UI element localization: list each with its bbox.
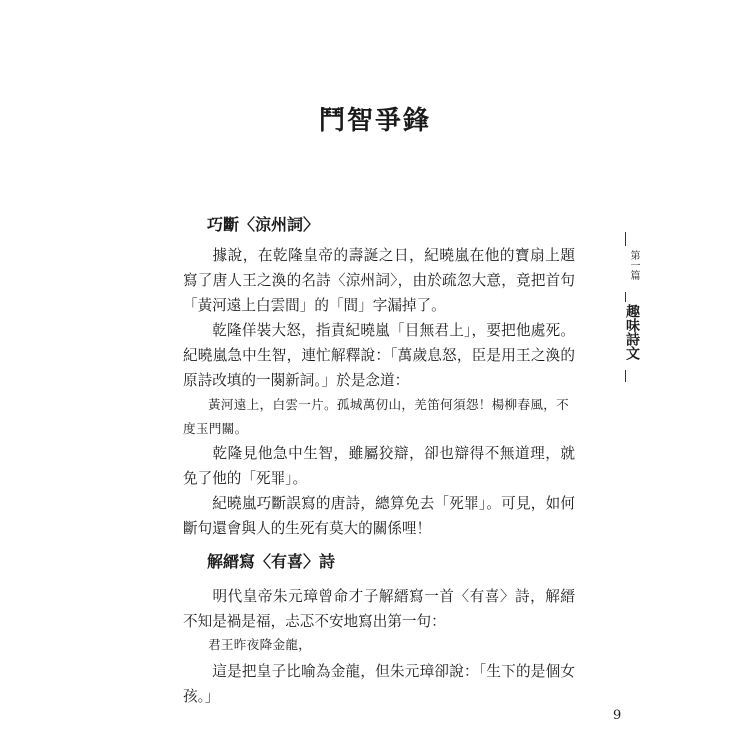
section-heading-1: 巧斷〈涼州詞〉 [207,215,320,234]
paragraph: 據說，在乾隆皇帝的壽誕之日，紀曉嵐在他的寶扇上題寫了唐人王之渙的名詩〈涼州詞〉，由於疏忽大意，竟把首句「黃河遠上白雲間」的「間」字漏掉了。 [183,247,575,314]
section-label: 趣味詩文 [624,304,640,360]
chapter-label: 第一篇 [628,250,639,280]
poem-quote: 君王昨夜降金龍， [208,637,312,652]
header-rule [625,232,626,246]
paragraph: 明代皇帝朱元璋曾命才子解縉寫一首〈有喜〉詩，解縉不知是禍是福，忐忑不安地寫出第一句： [183,588,575,630]
header-rule [625,292,626,302]
paragraph: 紀曉嵐巧斷誤寫的唐詩，總算免去「死罪」。可見，如何斷句還會與人的生死有莫大的關係哩！ [183,495,575,537]
header-rule [625,370,626,382]
page-number: 9 [613,708,622,723]
paragraph: 乾隆佯裝大怒，指責紀曉嵐「目無君上」，要把他處死。紀曉嵐急中生智，連忙解釋說：「萬歲息怒，臣是用王之渙的原詩改填的一闋新詞。」於是念道： [183,322,575,389]
page-title: 鬥智爭鋒 [318,106,431,136]
poem-quote: 黃河遠上，白雲一片。孤城萬仞山，羌笛何須怨！楊柳春風，不度玉門關。 [183,397,570,436]
paragraph: 這是把皇子比喻為金龍，但朱元璋卻說：「生下的是個女孩。」 [183,663,575,705]
paragraph: 乾隆見他急中生智，雖屬狡辯，卻也辯得不無道理，就免了他的「死罪」。 [183,445,575,487]
section-heading-2: 解縉寫〈有喜〉詩 [207,552,336,571]
running-header [612,232,640,380]
